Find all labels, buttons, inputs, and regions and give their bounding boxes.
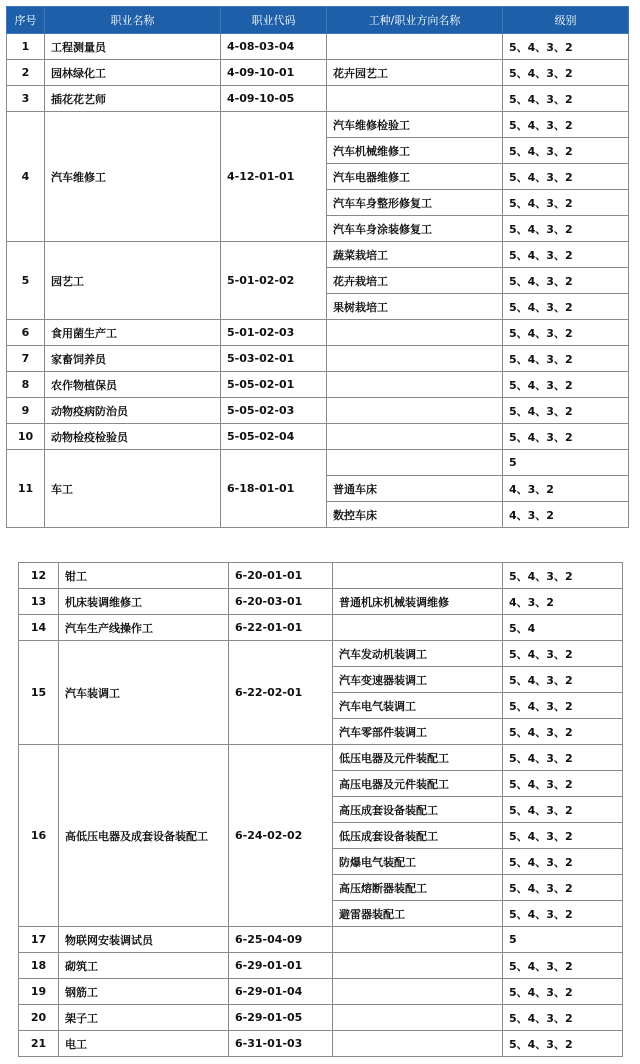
table-row	[7, 346, 629, 372]
cell-occupation-code: 5-05-02-01	[221, 372, 327, 398]
cell-level: 4、3、2	[503, 502, 629, 528]
cell-seq: 8	[7, 372, 45, 398]
table-row	[7, 424, 629, 450]
cell-branch	[333, 953, 503, 979]
table-header-row	[7, 7, 629, 34]
table-row	[19, 927, 623, 953]
cell-occupation-name: 架子工	[59, 1005, 229, 1031]
cell-level: 5、4、3、2	[503, 242, 629, 268]
cell-seq: 20	[19, 1005, 59, 1031]
cell-occupation-code: 5-03-02-01	[221, 346, 327, 372]
cell-branch	[327, 86, 503, 112]
cell-branch: 避雷器装配工	[333, 901, 503, 927]
cell-seq: 17	[19, 927, 59, 953]
cell-occupation-code: 4-09-10-01	[221, 60, 327, 86]
cell-branch: 花卉园艺工	[327, 60, 503, 86]
cell-occupation-name: 园林绿化工	[45, 60, 221, 86]
table-row	[19, 589, 623, 615]
cell-level: 5、4、3、2	[503, 953, 623, 979]
cell-level: 5、4、3、2	[503, 745, 623, 771]
cell-seq: 15	[19, 641, 59, 745]
cell-occupation-code: 4-09-10-05	[221, 86, 327, 112]
cell-level: 4、3、2	[503, 589, 623, 615]
cell-seq: 18	[19, 953, 59, 979]
cell-occupation-name: 工程测量员	[45, 34, 221, 60]
cell-branch: 汽车零部件装调工	[333, 719, 503, 745]
cell-occupation-code: 6-20-03-01	[229, 589, 333, 615]
cell-level: 5、4、3、2	[503, 424, 629, 450]
cell-branch	[327, 372, 503, 398]
cell-level: 5、4、3、2	[503, 138, 629, 164]
cell-branch: 防爆电气装配工	[333, 849, 503, 875]
cell-level: 5、4、3、2	[503, 320, 629, 346]
cell-seq: 14	[19, 615, 59, 641]
cell-branch: 汽车车身涂装修复工	[327, 216, 503, 242]
cell-level: 5、4、3、2	[503, 823, 623, 849]
cell-occupation-code: 6-22-01-01	[229, 615, 333, 641]
cell-level: 4、3、2	[503, 476, 629, 502]
cell-occupation-name: 动物疫病防治员	[45, 398, 221, 424]
cell-level: 5、4、3、2	[503, 979, 623, 1005]
table-body-2	[19, 563, 623, 1057]
cell-occupation-name: 电工	[59, 1031, 229, 1057]
cell-occupation-name: 农作物植保员	[45, 372, 221, 398]
cell-occupation-code: 6-18-01-01	[221, 450, 327, 528]
cell-branch: 汽车维修检验工	[327, 112, 503, 138]
cell-occupation-code: 5-01-02-03	[221, 320, 327, 346]
cell-branch: 汽车电器维修工	[327, 164, 503, 190]
table-row	[7, 86, 629, 112]
cell-level: 5、4、3、2	[503, 268, 629, 294]
cell-branch: 汽车发动机装调工	[333, 641, 503, 667]
table-row	[7, 450, 629, 476]
cell-branch: 汽车机械维修工	[327, 138, 503, 164]
table-row	[7, 372, 629, 398]
table-row	[7, 398, 629, 424]
cell-occupation-name: 钳工	[59, 563, 229, 589]
header-name: 职业名称	[45, 7, 221, 34]
cell-seq: 3	[7, 86, 45, 112]
table-row	[19, 641, 623, 667]
cell-level: 5、4、3、2	[503, 641, 623, 667]
cell-level: 5、4、3、2	[503, 346, 629, 372]
cell-seq: 7	[7, 346, 45, 372]
header-branch: 工种/职业方向名称	[327, 7, 503, 34]
cell-level: 5、4、3、2	[503, 875, 623, 901]
cell-seq: 9	[7, 398, 45, 424]
cell-seq: 6	[7, 320, 45, 346]
cell-seq: 13	[19, 589, 59, 615]
cell-occupation-name: 机床装调维修工	[59, 589, 229, 615]
cell-level: 5、4、3、2	[503, 771, 623, 797]
cell-branch	[327, 450, 503, 476]
cell-level: 5	[503, 927, 623, 953]
cell-level: 5、4、3、2	[503, 112, 629, 138]
cell-level: 5、4、3、2	[503, 86, 629, 112]
header-level: 级别	[503, 7, 629, 34]
cell-level: 5、4	[503, 615, 623, 641]
table-row	[19, 953, 623, 979]
occupation-table-part-2	[18, 562, 623, 1057]
cell-branch: 数控车床	[327, 502, 503, 528]
cell-level: 5、4、3、2	[503, 1005, 623, 1031]
cell-branch	[327, 424, 503, 450]
cell-occupation-name: 汽车维修工	[45, 112, 221, 242]
cell-occupation-code: 6-20-01-01	[229, 563, 333, 589]
cell-level: 5、4、3、2	[503, 693, 623, 719]
cell-occupation-code: 4-12-01-01	[221, 112, 327, 242]
cell-occupation-code: 6-22-02-01	[229, 641, 333, 745]
cell-level: 5、4、3、2	[503, 34, 629, 60]
cell-branch	[327, 346, 503, 372]
cell-level: 5、4、3、2	[503, 797, 623, 823]
cell-occupation-code: 6-31-01-03	[229, 1031, 333, 1057]
cell-seq: 16	[19, 745, 59, 927]
cell-occupation-name: 汽车装调工	[59, 641, 229, 745]
cell-level: 5	[503, 450, 629, 476]
cell-level: 5、4、3、2	[503, 294, 629, 320]
cell-level: 5、4、3、2	[503, 398, 629, 424]
cell-occupation-code: 5-05-02-04	[221, 424, 327, 450]
cell-branch	[327, 320, 503, 346]
cell-branch: 汽车车身整形修复工	[327, 190, 503, 216]
cell-level: 5、4、3、2	[503, 563, 623, 589]
cell-seq: 19	[19, 979, 59, 1005]
header-code: 职业代码	[221, 7, 327, 34]
cell-branch	[333, 927, 503, 953]
cell-branch: 普通机床机械装调维修	[333, 589, 503, 615]
cell-level: 5、4、3、2	[503, 164, 629, 190]
cell-branch: 高压成套设备装配工	[333, 797, 503, 823]
table-row	[19, 979, 623, 1005]
table-row	[19, 745, 623, 771]
cell-level: 5、4、3、2	[503, 667, 623, 693]
cell-occupation-code: 4-08-03-04	[221, 34, 327, 60]
cell-occupation-name: 汽车生产线操作工	[59, 615, 229, 641]
cell-seq: 10	[7, 424, 45, 450]
table-row	[7, 34, 629, 60]
cell-branch: 低压成套设备装配工	[333, 823, 503, 849]
cell-occupation-name: 砌筑工	[59, 953, 229, 979]
table-row	[7, 60, 629, 86]
cell-branch	[333, 1031, 503, 1057]
cell-branch: 汽车变速器装调工	[333, 667, 503, 693]
cell-occupation-code: 5-05-02-03	[221, 398, 327, 424]
cell-branch	[333, 563, 503, 589]
cell-level: 5、4、3、2	[503, 60, 629, 86]
table-row	[19, 563, 623, 589]
table-row	[19, 1031, 623, 1057]
cell-occupation-name: 物联网安装调试员	[59, 927, 229, 953]
cell-occupation-code: 6-29-01-01	[229, 953, 333, 979]
cell-level: 5、4、3、2	[503, 719, 623, 745]
cell-seq: 4	[7, 112, 45, 242]
cell-branch: 花卉栽培工	[327, 268, 503, 294]
cell-occupation-code: 6-29-01-05	[229, 1005, 333, 1031]
cell-branch: 普通车床	[327, 476, 503, 502]
cell-occupation-code: 6-29-01-04	[229, 979, 333, 1005]
cell-seq: 1	[7, 34, 45, 60]
header-seq: 序号	[7, 7, 45, 34]
cell-occupation-code: 6-24-02-02	[229, 745, 333, 927]
cell-branch: 蔬菜栽培工	[327, 242, 503, 268]
cell-occupation-name: 食用菌生产工	[45, 320, 221, 346]
cell-branch	[333, 979, 503, 1005]
cell-level: 5、4、3、2	[503, 372, 629, 398]
table-row	[7, 242, 629, 268]
cell-branch	[333, 615, 503, 641]
cell-occupation-code: 5-01-02-02	[221, 242, 327, 320]
cell-level: 5、4、3、2	[503, 190, 629, 216]
table-row	[7, 112, 629, 138]
cell-level: 5、4、3、2	[503, 849, 623, 875]
cell-branch: 高压电器及元件装配工	[333, 771, 503, 797]
cell-seq: 2	[7, 60, 45, 86]
cell-seq: 5	[7, 242, 45, 320]
cell-occupation-name: 家畜饲养员	[45, 346, 221, 372]
cell-occupation-name: 园艺工	[45, 242, 221, 320]
cell-occupation-code: 6-25-04-09	[229, 927, 333, 953]
occupation-table-part-1	[6, 6, 629, 528]
cell-branch: 高压熔断器装配工	[333, 875, 503, 901]
cell-branch: 汽车电气装调工	[333, 693, 503, 719]
table-row	[7, 320, 629, 346]
cell-occupation-name: 车工	[45, 450, 221, 528]
cell-level: 5、4、3、2	[503, 1031, 623, 1057]
cell-seq: 12	[19, 563, 59, 589]
cell-branch: 低压电器及元件装配工	[333, 745, 503, 771]
cell-occupation-name: 插花花艺师	[45, 86, 221, 112]
cell-branch	[333, 1005, 503, 1031]
table-row	[19, 1005, 623, 1031]
cell-seq: 11	[7, 450, 45, 528]
cell-occupation-name: 钢筋工	[59, 979, 229, 1005]
cell-level: 5、4、3、2	[503, 901, 623, 927]
table-row	[19, 615, 623, 641]
table-body-1	[7, 34, 629, 528]
cell-level: 5、4、3、2	[503, 216, 629, 242]
cell-branch: 果树栽培工	[327, 294, 503, 320]
cell-occupation-name: 动物检疫检验员	[45, 424, 221, 450]
cell-branch	[327, 34, 503, 60]
cell-seq: 21	[19, 1031, 59, 1057]
cell-branch	[327, 398, 503, 424]
cell-occupation-name: 高低压电器及成套设备装配工	[59, 745, 229, 927]
